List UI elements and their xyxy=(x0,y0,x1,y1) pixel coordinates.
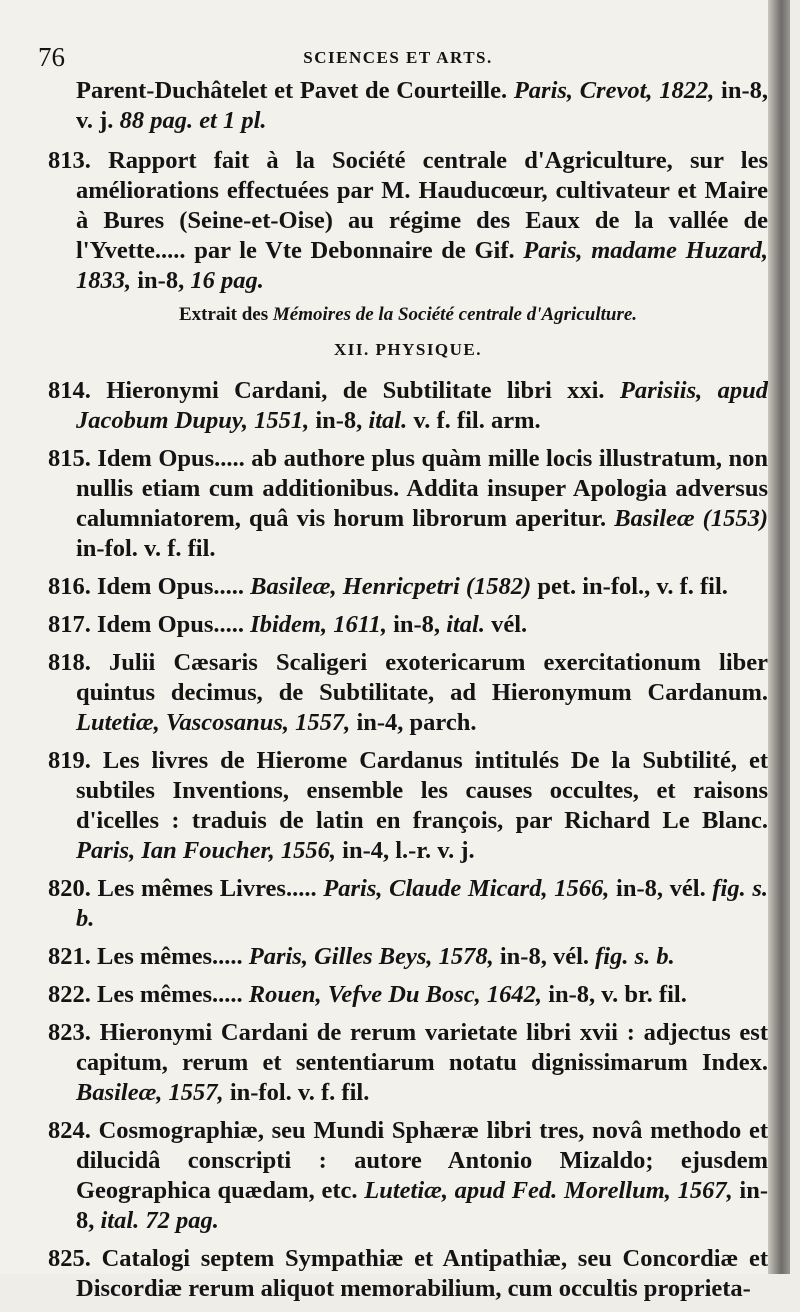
entry-number: 824. xyxy=(48,1117,91,1144)
entry-number: 816. xyxy=(48,573,91,600)
entry-binding: v. f. fil. arm. xyxy=(413,407,541,434)
catalogue-entry xyxy=(48,746,768,866)
entry-format-italic: fig. s. b. xyxy=(76,875,769,932)
entry-format: in-8, v. br. fil. xyxy=(548,981,687,1008)
catalogue-entry xyxy=(48,648,768,738)
catalogue-entry xyxy=(48,1116,768,1236)
entry-title: Catalogi septem Sympathiæ et Antipathiæ, seu Concordiæ et Discordiæ rerum aliquot memorabilium, cum occultis proprieta- xyxy=(76,1245,768,1302)
entry-number: 825. xyxy=(48,1245,91,1272)
entry-format-italic: ital. 72 pag. xyxy=(100,1207,219,1234)
entries-list xyxy=(48,376,768,1304)
entry-number: 815. xyxy=(48,445,91,472)
page-number: 76 xyxy=(38,42,65,72)
entry-title: Cosmographiæ, seu Mundi Sphæræ libri tres, novâ methodo et dilucidâ conscripti : autore Antonio Mizaldo; ejusdem Geographica quædam, etc. xyxy=(76,1117,769,1204)
entry-title: Les livres de Hierome Cardanus intitulés De la Subtilité, et subtiles Inventions, ensemble les causes occultes, et raisons d'icelles : traduis de latin en françois, par Richard Le Blanc. xyxy=(76,747,768,834)
catalogue-entry xyxy=(48,980,768,1010)
entry-imprint: Ibidem, 1611, xyxy=(250,611,387,638)
entry-format-italic: fig. s. b. xyxy=(595,943,675,970)
page-edge-shadow xyxy=(768,0,790,1274)
entry-title: Les mêmes Livres..... xyxy=(97,875,317,902)
catalogue-entry xyxy=(48,444,768,564)
entry-format: in-fol. v. f. fil. xyxy=(229,1079,370,1106)
entry-format: in-8, xyxy=(393,611,441,638)
entry-imprint: Paris, Ian Foucher, 1556, xyxy=(76,837,337,864)
entry-number: 820. xyxy=(48,875,91,902)
entry-format: in-4, parch. xyxy=(356,709,477,736)
entry-format-italic: ital. xyxy=(446,611,485,638)
entry-number: 819. xyxy=(48,747,91,774)
entry-number: 823. xyxy=(48,1019,91,1046)
entry-imprint: Basileæ, 1557, xyxy=(76,1079,224,1106)
entry-format: in-4, l.-r. v. j. xyxy=(342,837,475,864)
catalogue-entry xyxy=(48,572,768,602)
entry-imprint: Lutetiæ, Vascosanus, 1557, xyxy=(76,709,351,736)
entry-imprint: Parisiis, apud Jacobum Dupuy, 1551, xyxy=(76,377,769,434)
entry-format: in-fol. v. f. fil. xyxy=(76,535,216,562)
entry-imprint: Rouen, Vefve Du Bosc, 1642, xyxy=(248,981,543,1008)
entry-title: Les mêmes..... xyxy=(97,981,243,1008)
extract-note: Extrait des Mémoires de la Société centrale d'Agriculture. xyxy=(178,304,638,325)
entry-imprint: Paris, Gilles Beys, 1578, xyxy=(248,943,494,970)
catalogue-entry xyxy=(48,1244,768,1304)
entry-title: Hieronymi Cardani de rerum varietate libri xvii : adjectus est capitum, rerum et sententiarum notatu dignissimarum Index. xyxy=(76,1019,769,1076)
section-heading: XII. PHYSIQUE. xyxy=(333,340,483,359)
entry-imprint: Paris, Claude Micard, 1566, xyxy=(323,875,610,902)
entry-format: in-8, vél. xyxy=(616,875,706,902)
entry-imprint: Lutetiæ, apud Fed. Morellum, 1567, xyxy=(364,1177,733,1204)
catalogue-entry xyxy=(48,874,768,934)
entry-continuation: Parent-Duchâtelet et Pavet de Courteille. Paris, Crevot, 1822, in-8, v. j. 88 pag. et 1 pl. xyxy=(76,77,769,134)
entry-number: 814. xyxy=(48,377,91,404)
entry-title: Idem Opus..... ab authore plus quàm mille locis illustratum, non nullis etiam cum additionibus. Addita insuper Apologia adversus calumniatorem, quâ vis horum librorum aperitur. xyxy=(76,445,768,532)
running-title: SCIENCES ET ARTS. xyxy=(303,48,493,67)
catalogue-entry xyxy=(48,610,768,640)
entry-title: Hieronymi Cardani, de Subtilitate libri xxi. xyxy=(106,377,605,404)
entry-imprint: Basileæ, Henricpetri (1582) xyxy=(250,573,532,600)
entry-format: in-8, vél. xyxy=(499,943,590,970)
entry-format: in-8, xyxy=(76,1177,768,1234)
entry-title: Les mêmes..... xyxy=(97,943,243,970)
entry-title: Idem Opus..... xyxy=(97,611,245,638)
page-header xyxy=(38,38,758,78)
entry-number: 821. xyxy=(48,943,91,970)
entry-binding: vél. xyxy=(491,611,528,638)
entry-format-italic: ital. xyxy=(368,407,408,434)
entry-format: in-8, xyxy=(315,407,363,434)
entry-title: Julii Cæsaris Scaligeri exotericarum exercitationum liber quintus decimus, de Subtilitate, ad Hieronymum Cardanum. xyxy=(76,649,769,706)
catalogue-entry xyxy=(48,1018,768,1108)
entry-number: 818. xyxy=(48,649,91,676)
entry-number: 817. xyxy=(48,611,91,638)
entry-imprint: Basileæ (1553) xyxy=(614,505,769,532)
entry-format: pet. in-fol., v. f. fil. xyxy=(537,573,728,600)
entry-title: Idem Opus..... xyxy=(97,573,245,600)
catalogue-entry xyxy=(48,942,768,972)
catalogue-entry: 813. Rapport fait à la Société centrale d'Agriculture, sur les améliorations effectuées par M. Hauducœur, cultivateur et Maire à Bures (Seine-et-Oise) au régime des Eaux de la vallée de l'Yvette..... par le Vte Debonnaire de Gif. Paris, madame Huzard, 1833, in-8, 16 pag. xyxy=(48,147,768,294)
catalogue-entry xyxy=(48,376,768,436)
entry-number: 813. xyxy=(48,147,91,174)
entry-number: 822. xyxy=(48,981,91,1008)
catalogue-body xyxy=(48,76,768,1312)
